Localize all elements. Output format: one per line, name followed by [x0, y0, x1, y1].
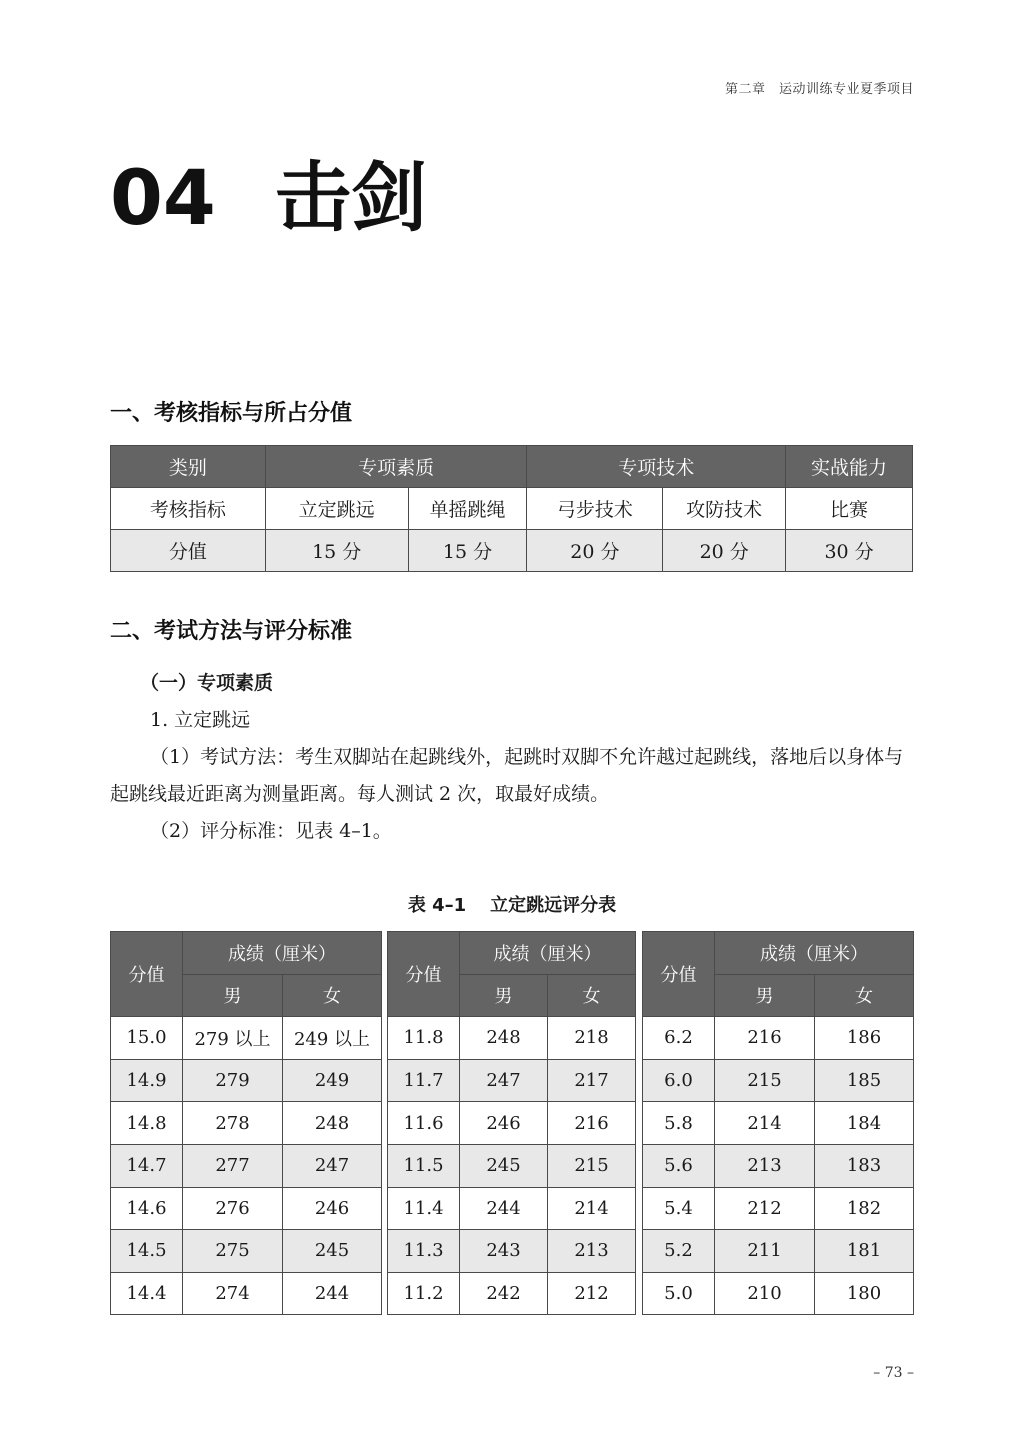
table-cell: 11.4 — [388, 1187, 460, 1230]
table-cell: 214 — [548, 1187, 636, 1230]
table-cell: 247 — [283, 1144, 382, 1187]
table-cell: 11.7 — [388, 1059, 460, 1102]
table-row — [643, 1230, 914, 1273]
table-cell: 女 — [815, 974, 914, 1017]
table-cell: 212 — [715, 1187, 815, 1230]
score-table-block — [642, 931, 914, 1315]
table-cell: 成绩（厘米） — [715, 932, 914, 975]
table-row — [111, 1102, 382, 1145]
table-cell: 275 — [183, 1230, 283, 1273]
table-cell: 243 — [460, 1230, 548, 1273]
table-cell: 女 — [548, 974, 636, 1017]
table-cell: 245 — [460, 1144, 548, 1187]
table-row — [643, 1144, 914, 1187]
table-row — [643, 1059, 914, 1102]
table-row — [643, 1017, 914, 1060]
table-cell: 210 — [715, 1272, 815, 1315]
table-cell: 14.6 — [111, 1187, 183, 1230]
section1-heading: 一、考核指标与所占分值 — [110, 400, 353, 426]
table-cell: 5.2 — [643, 1230, 715, 1273]
table-cell: 30 分 — [786, 530, 913, 572]
table-cell: 182 — [815, 1187, 914, 1230]
score-table-block — [110, 931, 382, 1315]
table-cell: 比赛 — [786, 488, 913, 530]
table-cell: 攻防技术 — [663, 488, 786, 530]
table-cell: 5.0 — [643, 1272, 715, 1315]
table-cell: 11.2 — [388, 1272, 460, 1315]
table-row — [388, 1017, 636, 1060]
table-cell: 183 — [815, 1144, 914, 1187]
table-cell: 男 — [460, 974, 548, 1017]
table-cell: 单摇跳绳 — [408, 488, 527, 530]
table-cell: 213 — [548, 1230, 636, 1273]
table-cell: 成绩（厘米） — [460, 932, 636, 975]
table-cell: 15 分 — [408, 530, 527, 572]
table-row — [388, 1187, 636, 1230]
table-cell: 245 — [283, 1230, 382, 1273]
table-cell: 11.3 — [388, 1230, 460, 1273]
table-cell: 211 — [715, 1230, 815, 1273]
table-row — [643, 1272, 914, 1315]
table-cell: 专项技术 — [527, 446, 786, 488]
table-cell: 279 — [183, 1059, 283, 1102]
table-cell: 184 — [815, 1102, 914, 1145]
table-cell: 215 — [715, 1059, 815, 1102]
table-cell: 分值 — [643, 932, 715, 1017]
table-cell: 212 — [548, 1272, 636, 1315]
table-cell: 5.4 — [643, 1187, 715, 1230]
table-cell: 14.7 — [111, 1144, 183, 1187]
table-cell: 15 分 — [265, 530, 408, 572]
section2-heading: 二、考试方法与评分标准 — [110, 618, 353, 644]
table-cell: 248 — [283, 1102, 382, 1145]
table-row — [643, 1187, 914, 1230]
table-row — [111, 488, 913, 530]
table-cell: 6.0 — [643, 1059, 715, 1102]
table-cell: 278 — [183, 1102, 283, 1145]
table-cell: 185 — [815, 1059, 914, 1102]
score-table-block — [387, 931, 636, 1315]
table-cell: 244 — [283, 1272, 382, 1315]
chapter-title — [110, 153, 427, 242]
table-cell: 弓步技术 — [527, 488, 663, 530]
page-number: – 73 – — [873, 1365, 914, 1381]
running-head: 第二章 运动训练专业夏季项目 — [724, 82, 914, 97]
table-cell: 14.9 — [111, 1059, 183, 1102]
table-cell: 11.6 — [388, 1102, 460, 1145]
table-cell: 专项素质 — [265, 446, 527, 488]
table-cell: 14.4 — [111, 1272, 183, 1315]
table-cell: 186 — [815, 1017, 914, 1060]
table-cell: 277 — [183, 1144, 283, 1187]
table-cell: 246 — [283, 1187, 382, 1230]
table-cell: 218 — [548, 1017, 636, 1060]
table-caption-title: 立定跳远评分表 — [490, 895, 617, 916]
table-cell: 成绩（厘米） — [183, 932, 382, 975]
item-heading: 1. 立定跳远 — [150, 709, 251, 731]
table-cell: 180 — [815, 1272, 914, 1315]
table-cell: 立定跳远 — [265, 488, 408, 530]
table-row — [111, 446, 913, 488]
table-cell: 279 以上 — [183, 1017, 283, 1060]
table-row — [111, 1059, 382, 1102]
table-row — [388, 1059, 636, 1102]
table-row — [111, 1230, 382, 1273]
table-row — [643, 1102, 914, 1145]
table-cell: 215 — [548, 1144, 636, 1187]
table-cell: 249 — [283, 1059, 382, 1102]
table-cell: 214 — [715, 1102, 815, 1145]
table-row — [388, 1144, 636, 1187]
table-cell: 248 — [460, 1017, 548, 1060]
table-row — [111, 1017, 382, 1060]
table-cell: 5.6 — [643, 1144, 715, 1187]
table-caption — [0, 891, 1024, 917]
table-cell: 246 — [460, 1102, 548, 1145]
table-cell: 类别 — [111, 446, 266, 488]
chapter-number: 04 — [110, 153, 216, 242]
table-cell: 14.5 — [111, 1230, 183, 1273]
criteria-paragraph: （2）评分标准：见表 4–1。 — [150, 820, 392, 842]
table-cell: 考核指标 — [111, 488, 266, 530]
table-cell: 213 — [715, 1144, 815, 1187]
table-cell: 217 — [548, 1059, 636, 1102]
table-cell: 实战能力 — [786, 446, 913, 488]
table-cell: 男 — [183, 974, 283, 1017]
table-cell: 男 — [715, 974, 815, 1017]
table-row — [388, 1102, 636, 1145]
table-row — [388, 1230, 636, 1273]
table-cell: 216 — [715, 1017, 815, 1060]
table-cell: 244 — [460, 1187, 548, 1230]
table-cell: 5.8 — [643, 1102, 715, 1145]
table-row — [111, 932, 382, 975]
table-cell: 分值 — [111, 932, 183, 1017]
table-cell: 247 — [460, 1059, 548, 1102]
table-row — [111, 1187, 382, 1230]
table-cell: 6.2 — [643, 1017, 715, 1060]
table-cell: 女 — [283, 974, 382, 1017]
table-cell: 分值 — [388, 932, 460, 1017]
assessment-weights-table — [110, 445, 913, 572]
table-cell: 15.0 — [111, 1017, 183, 1060]
table-cell: 276 — [183, 1187, 283, 1230]
table-row — [388, 1272, 636, 1315]
table-row — [111, 1272, 382, 1315]
table-cell: 20 分 — [527, 530, 663, 572]
table-cell: 11.8 — [388, 1017, 460, 1060]
table-row — [643, 932, 914, 975]
method-paragraph: （1）考试方法：考生双脚站在起跳线外，起跳时双脚不允许越过起跳线，落地后以身体与起跳线最近距离为测量距离。每人测试 2 次，取最好成绩。 — [110, 746, 904, 805]
table-cell: 216 — [548, 1102, 636, 1145]
table-cell: 242 — [460, 1272, 548, 1315]
table-cell: 181 — [815, 1230, 914, 1273]
table-row — [111, 1144, 382, 1187]
table-cell: 274 — [183, 1272, 283, 1315]
table-row — [111, 530, 913, 572]
chapter-name: 击剑 — [275, 153, 427, 242]
table-cell: 11.5 — [388, 1144, 460, 1187]
table-cell: 分值 — [111, 530, 266, 572]
table-cell: 20 分 — [663, 530, 786, 572]
table-row — [388, 932, 636, 975]
table-cell: 14.8 — [111, 1102, 183, 1145]
table-caption-number: 表 4–1 — [407, 895, 467, 916]
subsection-heading: （一）专项素质 — [140, 672, 274, 694]
table-cell: 249 以上 — [283, 1017, 382, 1060]
